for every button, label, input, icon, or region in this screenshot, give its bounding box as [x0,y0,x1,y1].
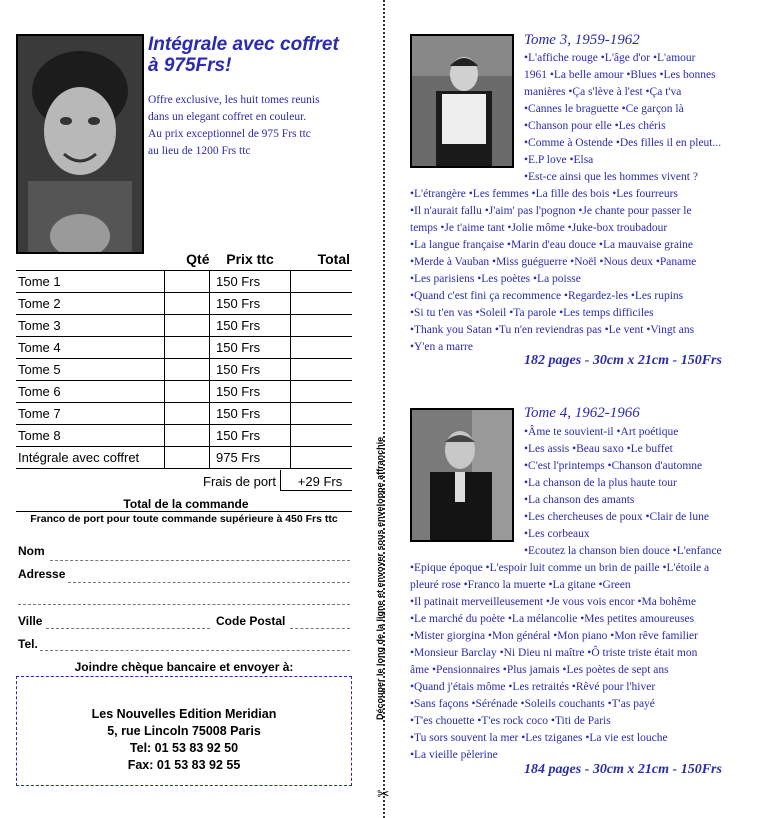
song-line: •La chanson des amants [524,494,635,506]
order-price: 150 Frs [210,425,291,447]
company-name: Les Nouvelles Edition Meridian [91,707,277,721]
order-row [16,359,352,381]
song-line: •Les corbeaux [524,528,590,540]
order-qty-cell[interactable] [165,337,210,359]
song-line: •Y'en a marre [410,341,473,353]
order-total-cell[interactable] [291,359,353,381]
shipping-value: +29 Frs [297,474,343,489]
order-row [16,425,352,447]
song-line: •La vieille pèlerine [410,749,498,761]
song-line: •Sans façons •Sérénade •Soleils couchants •T'as payé [410,698,655,710]
order-total-cell[interactable] [291,381,353,403]
nom-label: Nom [18,544,45,558]
nom-field[interactable] [50,560,350,561]
tel-field[interactable] [40,650,350,651]
adresse-label: Adresse [18,567,66,581]
order-total-cell[interactable] [291,403,353,425]
order-qty-cell[interactable] [165,293,210,315]
song-line: •Quand c'est fini ça recommence •Regardez-les •Les rupins [410,290,684,302]
order-qty-cell[interactable] [165,381,210,403]
order-table [16,250,352,469]
tel-label: Tel. [18,637,38,651]
song-line: •Quand j'étais môme •Les retraités •Rêvé pour l'hiver [410,681,656,693]
order-item-name: Tome 7 [16,403,165,425]
song-line: •Les assis •Beau saxo •Le buffet [524,443,673,455]
order-qty-cell[interactable] [165,425,210,447]
order-price: 150 Frs [210,359,291,381]
order-row [16,447,352,469]
promo-text: Offre exclusive, les huit tomes reunis dans un elegant coffret en couleur. Au prix exceptionnel de 975 Frs ttc au lieu de 1200 Frs ttc [148,94,320,157]
song-line: •C'est l'printemps •Chanson d'automne [524,460,703,472]
song-line: temps •Je t'aime tant •Jolie môme •Juke-box troubadour [410,222,668,234]
shipping-label: Frais de port [203,474,276,489]
order-row [16,271,352,293]
order-row [16,337,352,359]
song-line: •La langue française •Marin d'eau douce •La mauvaise graine [410,239,693,251]
song-line: •Thank you Satan •Tu n'en reviendras pas •Le vent •Vingt ans [410,324,695,336]
order-row [16,293,352,315]
song-line: pleuré rose •Franco la muerte •La gitane •Green [410,579,631,591]
song-line: •Cannes le braguette •Ce garçon là [524,103,684,115]
order-qty-cell[interactable] [165,403,210,425]
boy-photo [16,34,144,254]
order-total-cell[interactable] [291,447,353,469]
order-row [16,403,352,425]
adresse-field[interactable] [68,582,350,583]
order-item-name: Tome 8 [16,425,165,447]
song-line: •Il n'aurait fallu •J'aim' pas l'pognon •Je chante pour passer le [410,205,692,217]
order-item-name: Tome 6 [16,381,165,403]
song-line: •Merde à Vauban •Miss guéguerre •Noël •Nous deux •Paname [410,256,697,268]
order-qty-cell[interactable] [165,315,210,337]
tome3-photo [410,34,514,168]
song-line: •La chanson de la plus haute tour [524,477,677,489]
order-total-cell[interactable] [291,337,353,359]
song-line: •Il patinait merveilleusement •Je vous vois encor •Ma bohême [410,596,697,608]
order-row [16,315,352,337]
phone-number: Tel: 01 53 83 92 50 [129,741,239,755]
ville-label: Ville [18,614,43,628]
order-item-name: Tome 3 [16,315,165,337]
song-line: •T'es chouette •T'es rock coco •Titi de Paris [410,715,611,727]
order-price: 150 Frs [210,293,291,315]
order-price: 150 Frs [210,315,291,337]
order-price: 150 Frs [210,403,291,425]
song-line: •Si tu t'en vas •Soleil •Ta parole •Les temps difficiles [410,307,654,319]
order-total-label: Total de la commande [123,497,249,511]
song-line: •Ecoutez la chanson bien douce •L'enfance [524,545,722,557]
price-header: Prix ttc [210,250,291,271]
song-line: •Comme à Ostende •Des filles il en pleut... [524,137,722,149]
song-line: •L'étrangère •Les femmes •La fille des bois •Les fourreurs [410,188,678,200]
song-line: •Monsieur Barclay •Ni Dieu ni maître •Ô triste triste était mon [410,647,698,659]
street-address: 5, rue Lincoln 75008 Paris [107,724,261,738]
song-line: •E.P love •Elsa [524,154,594,166]
song-line: •Est-ce ainsi que les hommes vivent ? [524,171,698,183]
song-line: •Mister giorgina •Mon général •Mon piano •Mon rêve familier [410,630,698,642]
order-price: 150 Frs [210,271,291,293]
song-line: manières •Ça s'lève à l'est •Ça t'va [524,86,682,98]
address-box [16,676,352,786]
adresse-field-2[interactable] [18,604,350,605]
tome3-footer: 182 pages - 30cm x 21cm - 150Frs [524,353,722,368]
franco-note: Franco de port pour toute commande supérieure à 450 Frs ttc [30,513,338,525]
total-line [16,511,352,512]
ville-field[interactable] [46,628,210,629]
order-item-name: Intégrale avec coffret [16,447,165,469]
tome4-title: Tome 4, 1962-1966 [524,405,640,421]
song-line: •Le marché du poète •La mélancolie •Mes petites amoureuses [410,613,695,625]
song-line: âme •Pensionnaires •Plus jamais •Les poètes de sept ans [410,664,669,676]
order-qty-cell[interactable] [165,271,210,293]
shipping-line [280,490,352,491]
order-total-cell[interactable] [291,271,353,293]
code-postal-label: Code Postal [216,614,286,628]
song-line: •Chanson pour elle •Les chéris [524,120,666,132]
order-qty-cell[interactable] [165,359,210,381]
order-item-name: Tome 4 [16,337,165,359]
order-item-name: Tome 2 [16,293,165,315]
cut-instructions: Découper le long de la ligne et envoyer sous enveloppe affranchie [375,436,385,720]
order-total-cell[interactable] [291,425,353,447]
shipping-divider [280,470,281,490]
code-postal-field[interactable] [290,628,350,629]
song-line: •Âme te souvient-il •Art poétique [524,426,679,438]
order-price: 150 Frs [210,381,291,403]
song-line: •Les parisiens •Les poètes •La poisse [410,273,581,285]
order-total-cell[interactable] [291,293,353,315]
tome3-title: Tome 3, 1959-1962 [524,32,640,48]
song-line: •L'affiche rouge •L'âge d'or •L'amour [524,52,696,64]
total-header: Total [291,250,353,271]
join-instructions: Joindre chèque bancaire et envoyer à: [74,660,294,674]
order-qty-cell[interactable] [165,447,210,469]
qty-header: Qté [165,250,210,271]
tome4-footer: 184 pages - 30cm x 21cm - 150Frs [524,762,722,777]
tome4-photo [410,408,514,542]
fax-number: Fax: 01 53 83 92 55 [127,758,241,772]
order-item-name: Tome 5 [16,359,165,381]
song-line: 1961 •La belle amour •Blues •Les bonnes [524,69,716,81]
song-line: •Tu sors souvent la mer •Les tziganes •La vie est louche [410,732,668,744]
promo-title: Intégrale avec coffret à 975Frs! [148,34,339,76]
order-price: 150 Frs [210,337,291,359]
song-line: •Epique époque •L'espoir luit comme un brin de paille •L'étoile a [410,562,710,574]
order-row [16,381,352,403]
order-item-name: Tome 1 [16,271,165,293]
order-price: 975 Frs [210,447,291,469]
song-line: •Les chercheuses de poux •Clair de lune [524,511,709,523]
order-total-cell[interactable] [291,315,353,337]
scissors-icon: ✂ [377,786,390,803]
